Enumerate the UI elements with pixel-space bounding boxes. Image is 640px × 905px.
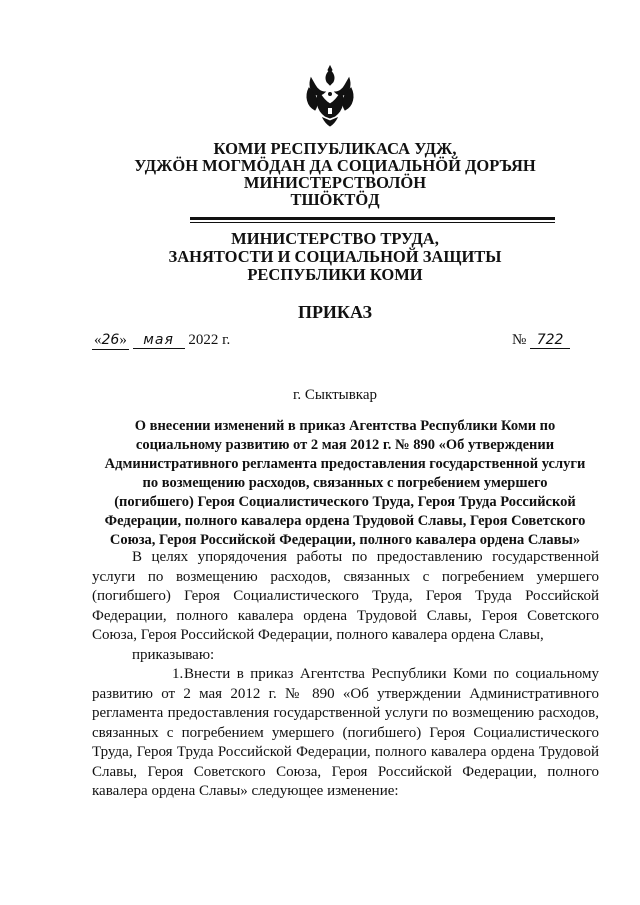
subject-line: Административного регламента предоставления государственной услуги bbox=[104, 456, 586, 472]
clause-1-number: 1. bbox=[172, 666, 184, 682]
document-type: ПРИКАЗ bbox=[297, 302, 373, 322]
date-close-quote: » bbox=[119, 332, 127, 348]
header-divider-thick bbox=[190, 217, 555, 220]
header-russian-line: МИНИСТЕРСТВО ТРУДА, bbox=[231, 229, 439, 248]
order-number bbox=[512, 332, 570, 349]
header-russian-line: ЗАНЯТОСТИ И СОЦИАЛЬНОЙ ЗАЩИТЫ bbox=[168, 247, 502, 266]
order-subject bbox=[88, 417, 602, 550]
date-open-quote: « bbox=[94, 332, 102, 348]
subject-line: Союза, Героя Российской Федерации, полного кавалера ордена Славы» bbox=[109, 532, 581, 548]
number-prefix: № bbox=[512, 332, 527, 348]
date-day: 26 bbox=[101, 332, 120, 348]
preamble-paragraph: В целях упорядочения работы по предоставлению государственной услуги по возмещению расходов, связанных с погребением умершего (погибшего) Героя Социалистического Труда, Героя Труда Российской Федерации, полного кавалера ордена Трудовой Славы, Героя Советского Союза, Героя Российской Федерации, полного кавалера ордена Славы, bbox=[92, 549, 599, 643]
header-divider-thin bbox=[190, 222, 555, 223]
subject-line: по возмещению расходов, связанных с погребением умершего bbox=[142, 475, 548, 491]
komi-coat-of-arms-icon bbox=[299, 64, 361, 130]
city: г. Сыктывкар bbox=[292, 387, 378, 403]
subject-line: О внесении изменений в приказ Агентства Республики Коми по bbox=[134, 418, 556, 434]
subject-line: социальному развитию от 2 мая 2012 г. № 890 «Об утверждении bbox=[135, 437, 555, 453]
order-word: приказываю: bbox=[132, 646, 215, 663]
date-year: 2022 г. bbox=[188, 332, 231, 348]
subject-line: (погибшего) Героя Социалистического Труда, Героя Труда Российской bbox=[114, 494, 576, 510]
subject-line: Федерации, полного кавалера ордена Трудовой Славы, Героя Советского bbox=[104, 513, 586, 529]
header-komi-line: МИНИСТЕРСТВОЛӦН bbox=[243, 173, 427, 192]
order-body bbox=[92, 548, 599, 802]
header-komi-line: УДЖӦН МОГМӦДАН ДА СОЦИАЛЬНӦЙ ДОРЪЯН bbox=[134, 156, 536, 175]
clause-1-text: Внести в приказ Агентства Республики Коми по социальному развитию от 2 мая 2012 г. № 890 «Об утверждении Административного регламента предоставления государственной услуги по возмещению расходов, связанных с погребением умершего (погибшего) Героя Социалистического Труда, Героя Труда Российской Федерации, полного кавалера ордена Трудовой Славы, Героя Советского Союза, Героя Российской Федерации, полного кавалера ордена Славы» следующее изменение: bbox=[92, 666, 599, 799]
number-value: 722 bbox=[530, 332, 570, 349]
header-komi bbox=[110, 140, 560, 208]
clause-1-paragraph bbox=[92, 665, 599, 802]
header-komi-line: ТШӦКТӦД bbox=[290, 190, 380, 209]
date-month: мая bbox=[133, 332, 185, 349]
header-russian bbox=[110, 230, 560, 284]
header-komi-line: КОМИ РЕСПУБЛИКАСА УДЖ, bbox=[213, 139, 457, 158]
order-date bbox=[92, 332, 230, 350]
header-russian-line: РЕСПУБЛИКИ КОМИ bbox=[247, 265, 423, 284]
